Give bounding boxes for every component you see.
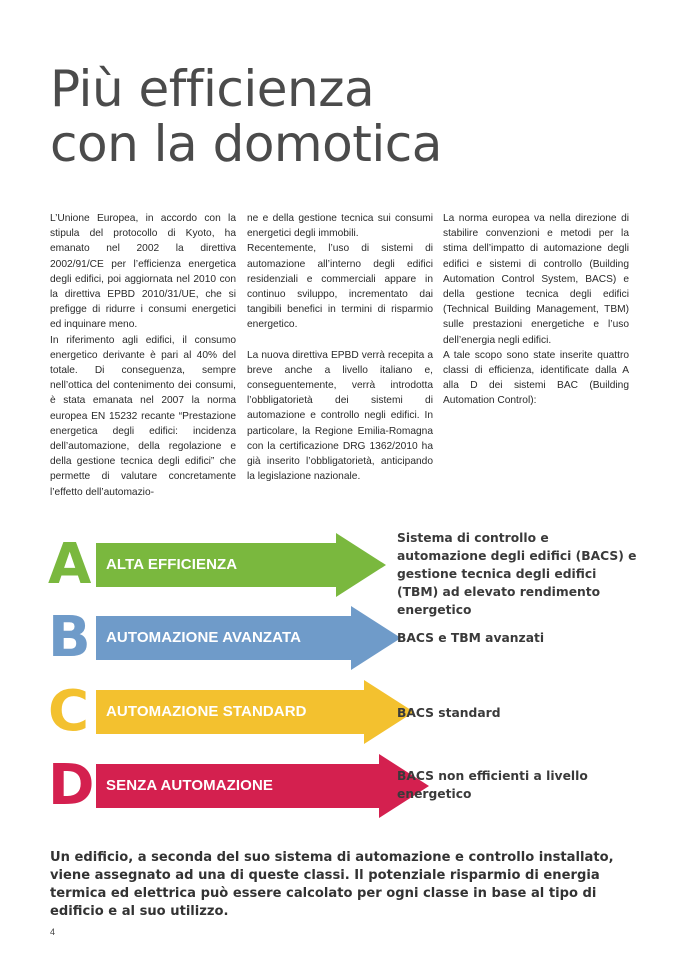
class-label-c: AUTOMAZIONE STANDARD	[106, 703, 307, 720]
title-line-2: con la domotica	[50, 115, 442, 173]
class-row-d	[48, 754, 648, 824]
class-letter-a: A	[48, 532, 92, 597]
paragraph: ne e della gestione tecnica sui consumi energetici degli immobili.	[247, 213, 433, 240]
title-line-1: Più efficienza	[50, 60, 375, 118]
class-description-d: BACS non efficienti a livello energetico	[397, 769, 588, 801]
summary-text: Un edificio, a seconda del suo sistema di automazione e controllo installato, viene assegnato ad una di queste classi. Il potenziale risparmio di energia termica ed elettrica può essere calcolato per ogni classe in base al tipo di edificio e al suo utilizzo.	[50, 850, 614, 919]
page-title	[50, 62, 442, 172]
class-description-a: Sistema di controllo e automazione degli edifici (BACS) e gestione tecnica degli edifici (TBM) ad elevato rendimento energetico	[397, 531, 637, 617]
class-label-d: SENZA AUTOMAZIONE	[106, 777, 273, 794]
class-description-b: BACS e TBM avanzati	[397, 631, 545, 645]
text-column-2	[247, 211, 433, 484]
class-row-c	[48, 680, 648, 750]
text-column-3	[443, 211, 629, 409]
text-column-1	[50, 211, 236, 500]
page-number: 4	[50, 927, 56, 937]
class-label-b: AUTOMAZIONE AVANZATA	[106, 629, 302, 646]
class-description-c: BACS standard	[397, 706, 501, 720]
class-row-b	[48, 606, 648, 676]
paragraph: La nuova direttiva EPBD verrà recepita a breve anche a livello italiano e, conseguentemente, verrà introdotta l’obbligatorietà dei sistemi di automazione e controllo negli edifici. In particolare, la Regione Emilia-Romagna con la certificazione DRG 1362/2010 ha già inserito l’obbligatorietà, anticipando la legislazione nazionale.	[247, 349, 433, 483]
class-row-a	[48, 531, 648, 617]
class-letter-b: B	[48, 605, 91, 670]
paragraph: L’Unione Europea, in accordo con la stipula del protocollo di Kyoto, ha emanato nel 2002 la direttiva 2002/91/CE per l’efficienza energetica degli edifici, poi aggiornata nel 2010 con la direttiva EPBD 2010/31/UE, che si prefigge di ridurre i consumi energetici ed inquinare meno.	[50, 213, 236, 331]
class-letter-c: C	[48, 679, 90, 744]
paragraph: Recentemente, l’uso di sistemi di automazione all’interno degli edifici residenziali e commerciali appare in continuo sviluppo, incrementato dai tangibili benefici in termini di risparmio energetico.	[247, 243, 433, 331]
paragraph: In riferimento agli edifici, il consumo energetico derivante è pari al 40% del totale. Di conseguenza, sempre nell’ottica del contenimento dei consumi, è stata emanata nel 2007 la norma europea EN 15232 recante “Prestazione energetica degli edifici: incidenza dell’automazione, della regolazione e della gestione tecnica degli edifici” che permette di valutare concretamente l’effetto dell’automazio-	[50, 334, 236, 498]
class-letter-d: D	[48, 753, 95, 818]
class-label-a: ALTA EFFICIENZA	[106, 556, 238, 573]
paragraph: A tale scopo sono state inserite quattro classi di efficienza, identificate dalla A alla D dei sistemi BAC (Building Automation Control):	[443, 349, 629, 407]
paragraph: La norma europea va nella direzione di stabilire convenzioni e metodi per la stima dell’impatto di automazione degli edifici e sistemi di controllo (Building Automation Control System, BACS) e della gestione tecnica degli edifici (Technical Building Management, TBM) sulle prestazioni energetiche e l’uso dell’energia negli edifici.	[443, 213, 629, 346]
